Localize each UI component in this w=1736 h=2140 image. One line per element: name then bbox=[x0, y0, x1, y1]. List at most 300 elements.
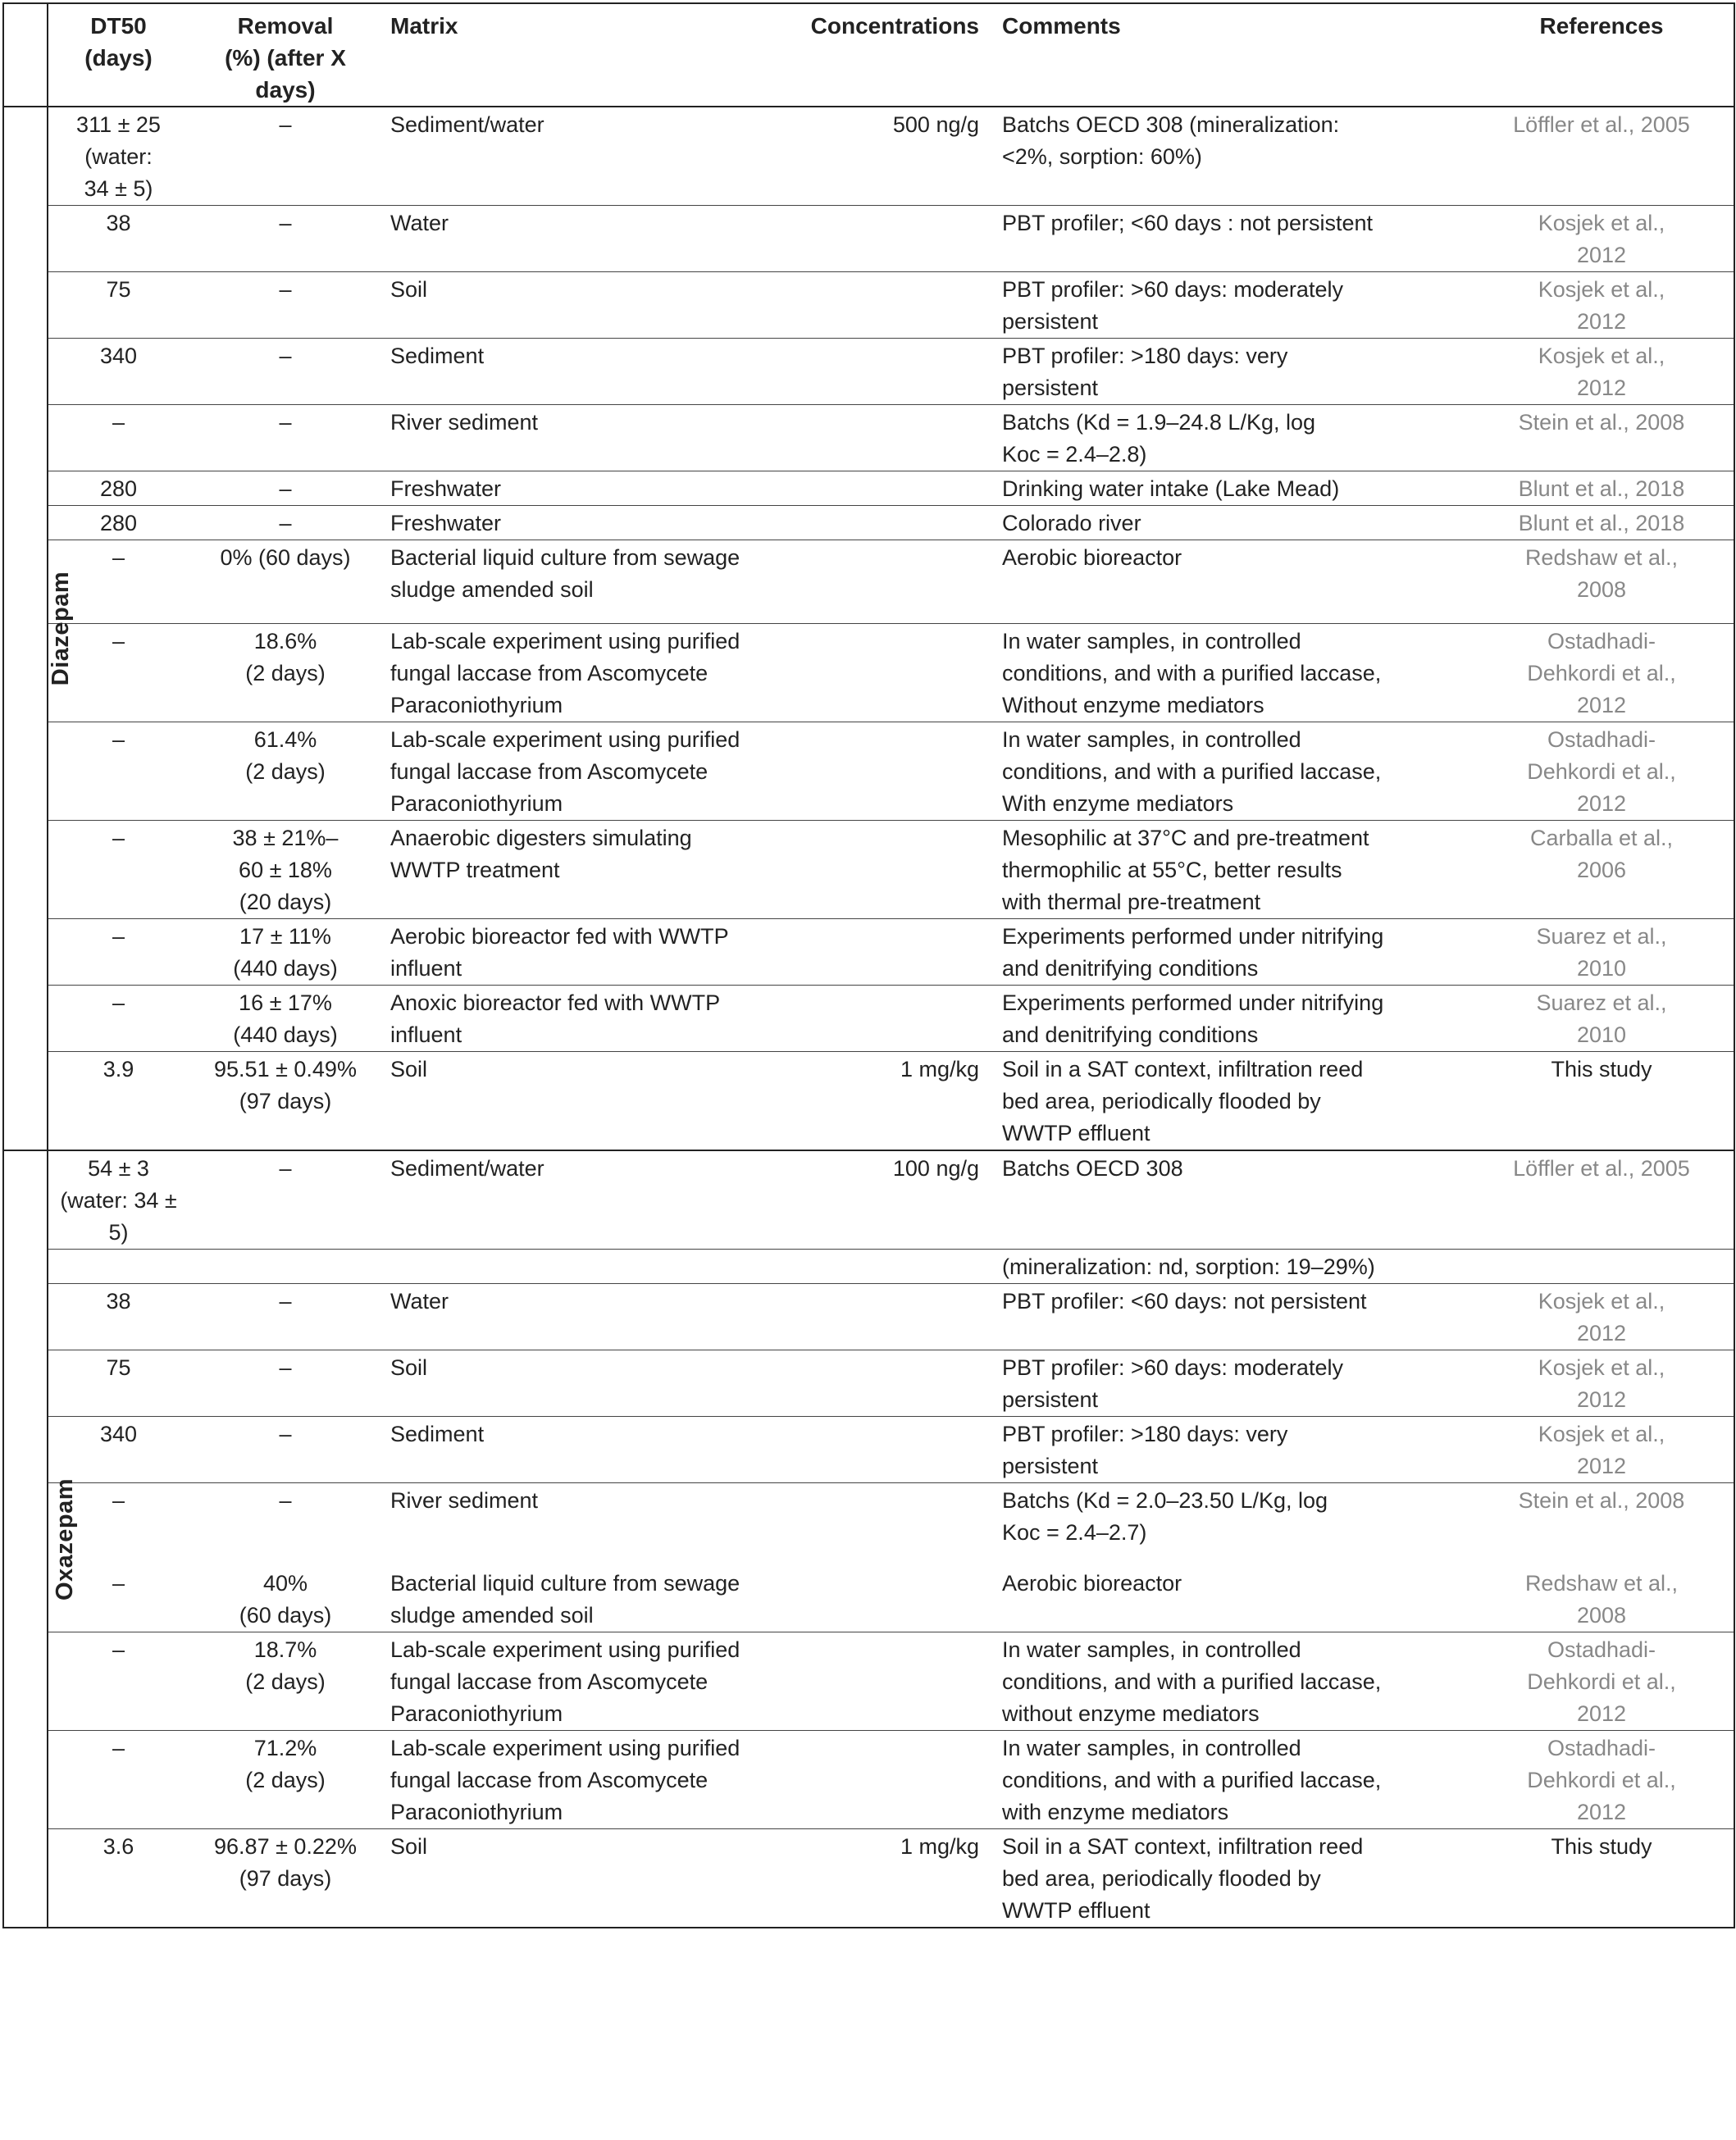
cell-matrix bbox=[382, 339, 792, 405]
cell-comments-line: In water samples, in controlled bbox=[1002, 1736, 1301, 1760]
table-row bbox=[3, 919, 1734, 986]
cell-matrix bbox=[382, 986, 792, 1052]
cell-dt50-line: (water: bbox=[84, 144, 153, 169]
header-comments: Comments bbox=[994, 3, 1469, 107]
cell-dt50-line: – bbox=[112, 727, 125, 752]
cell-removal bbox=[189, 722, 382, 821]
cell-reference-line: Ostadhadi- bbox=[1547, 1637, 1656, 1662]
cell-comments bbox=[994, 206, 1469, 272]
cell-comments bbox=[994, 1052, 1469, 1151]
cell-matrix bbox=[382, 624, 792, 722]
cell-reference-line: Redshaw et al., bbox=[1524, 1571, 1679, 1596]
cell-removal-line: 17 ± 11% bbox=[239, 924, 331, 949]
cell-removal bbox=[189, 1250, 382, 1284]
table-body bbox=[3, 107, 1734, 1928]
group-label-cell bbox=[3, 1150, 79, 1928]
cell-reference-line: Dehkordi et al., bbox=[1527, 759, 1676, 784]
cell-dt50 bbox=[48, 107, 189, 206]
header-removal: Removal (%) (after X days) bbox=[189, 3, 382, 107]
cell-reference-line: Dehkordi et al., bbox=[1527, 661, 1676, 685]
cell-concentration bbox=[792, 722, 994, 821]
cell-dt50-line: 34 ± 5) bbox=[84, 176, 153, 201]
cell-removal-line: 18.7% bbox=[253, 1637, 317, 1662]
cell-removal-line: – bbox=[279, 344, 292, 368]
cell-concentration bbox=[792, 405, 994, 471]
cell-removal-line: (60 days) bbox=[239, 1603, 332, 1628]
cell-matrix bbox=[382, 540, 792, 624]
cell-removal bbox=[189, 1284, 382, 1350]
cell-removal bbox=[189, 206, 382, 272]
cell-dt50 bbox=[48, 722, 189, 821]
cell-removal-line: – bbox=[279, 410, 292, 435]
cell-reference bbox=[1469, 540, 1734, 624]
cell-dt50 bbox=[48, 1150, 189, 1250]
cell-reference bbox=[1469, 1829, 1734, 1928]
cell-matrix-line: Lab-scale experiment using purified bbox=[390, 629, 740, 653]
cell-comments bbox=[994, 1150, 1469, 1250]
cell-dt50-line: 54 ± 3 bbox=[88, 1156, 149, 1181]
cell-removal-line: (2 days) bbox=[245, 759, 326, 784]
table-row bbox=[3, 1632, 1734, 1731]
cell-comments-line: WWTP effluent bbox=[1002, 1898, 1150, 1923]
table-row bbox=[3, 722, 1734, 821]
cell-comments-line: Mesophilic at 37°C and pre-treatment bbox=[1002, 826, 1369, 850]
cell-reference bbox=[1469, 722, 1734, 821]
data-table bbox=[2, 2, 1735, 1928]
cell-matrix-line: Anaerobic digesters simulating bbox=[390, 826, 692, 850]
cell-reference bbox=[1469, 1052, 1734, 1151]
cell-dt50 bbox=[48, 1052, 189, 1151]
cell-comments-line: Without enzyme mediators bbox=[1002, 693, 1264, 717]
cell-reference-line: Kosjek et al., bbox=[1538, 277, 1665, 302]
cell-comments-line: persistent bbox=[1002, 309, 1099, 334]
cell-comments-line: Batchs OECD 308 bbox=[1002, 1156, 1183, 1181]
cell-matrix bbox=[382, 1829, 792, 1928]
cell-comments-line: Experiments performed under nitrifying bbox=[1002, 924, 1384, 949]
cell-reference-line: 2012 bbox=[1576, 1321, 1627, 1345]
cell-removal bbox=[189, 506, 382, 540]
cell-concentration bbox=[792, 339, 994, 405]
cell-concentration bbox=[792, 1483, 994, 1567]
cell-reference bbox=[1469, 272, 1734, 339]
cell-reference-line: 2010 bbox=[1576, 1022, 1627, 1047]
cell-matrix-line: Freshwater bbox=[390, 476, 502, 501]
cell-comments bbox=[994, 1483, 1469, 1567]
cell-concentration bbox=[792, 624, 994, 722]
cell-comments-line: Batchs (Kd = 2.0–23.50 L/Kg, log bbox=[1002, 1488, 1328, 1513]
cell-reference-line: Carballa et al., bbox=[1529, 826, 1674, 850]
cell-dt50 bbox=[48, 471, 189, 506]
table-header-row bbox=[3, 3, 1734, 107]
header-dt50: DT50 (days) bbox=[48, 3, 189, 107]
cell-comments bbox=[994, 107, 1469, 206]
cell-concentration bbox=[792, 821, 994, 919]
header-references: References bbox=[1469, 3, 1734, 107]
cell-removal-line: (97 days) bbox=[239, 1089, 332, 1113]
cell-reference-line: Löffler et al., 2005 bbox=[1513, 1156, 1690, 1181]
cell-removal-line: – bbox=[279, 1355, 292, 1380]
cell-dt50-line: 3.9 bbox=[103, 1057, 134, 1081]
cell-removal bbox=[189, 1731, 382, 1829]
cell-reference-line: Redshaw et al., bbox=[1524, 545, 1679, 570]
cell-reference bbox=[1469, 405, 1734, 471]
cell-removal-line: 95.51 ± 0.49% bbox=[214, 1057, 357, 1081]
cell-comments-line: In water samples, in controlled bbox=[1002, 629, 1301, 653]
table-row bbox=[3, 1350, 1734, 1417]
cell-removal bbox=[189, 1566, 382, 1632]
cell-concentration bbox=[792, 1632, 994, 1731]
cell-removal-line: – bbox=[279, 112, 292, 137]
cell-reference bbox=[1469, 1284, 1734, 1350]
cell-dt50 bbox=[48, 272, 189, 339]
cell-matrix-line: fungal laccase from Ascomycete bbox=[390, 661, 709, 685]
cell-removal bbox=[189, 272, 382, 339]
cell-comments bbox=[994, 1829, 1469, 1928]
table-row bbox=[3, 405, 1734, 471]
cell-matrix bbox=[382, 1731, 792, 1829]
cell-dt50 bbox=[48, 405, 189, 471]
cell-reference bbox=[1469, 471, 1734, 506]
cell-reference-line: 2008 bbox=[1576, 577, 1627, 602]
cell-concentration bbox=[792, 206, 994, 272]
cell-concentration-line: 1 mg/kg bbox=[900, 1057, 979, 1081]
cell-comments bbox=[994, 1731, 1469, 1829]
cell-matrix bbox=[382, 1284, 792, 1350]
cell-comments bbox=[994, 1417, 1469, 1483]
cell-removal-line: 61.4% bbox=[253, 727, 317, 752]
cell-matrix-line: Soil bbox=[390, 1834, 428, 1859]
cell-reference-line: 2012 bbox=[1576, 1454, 1627, 1478]
cell-comments bbox=[994, 722, 1469, 821]
cell-comments bbox=[994, 272, 1469, 339]
cell-removal-line: 40% bbox=[262, 1571, 308, 1596]
cell-comments-line: PBT profiler: >60 days: moderately bbox=[1002, 277, 1343, 302]
cell-matrix bbox=[382, 206, 792, 272]
cell-dt50-line: – bbox=[112, 410, 125, 435]
cell-reference-line: 2012 bbox=[1576, 1800, 1627, 1824]
cell-dt50-line: – bbox=[112, 924, 125, 949]
cell-matrix-line: Paraconiothyrium bbox=[390, 791, 563, 816]
header-group-blank bbox=[3, 3, 48, 107]
cell-dt50-line: (water: 34 ± bbox=[60, 1188, 177, 1213]
cell-comments-line: PBT profiler: >60 days: moderately bbox=[1002, 1355, 1343, 1380]
cell-matrix-line: Lab-scale experiment using purified bbox=[390, 1637, 740, 1662]
cell-reference-line: Kosjek et al., bbox=[1538, 1355, 1665, 1380]
cell-matrix bbox=[382, 1417, 792, 1483]
cell-matrix-line: fungal laccase from Ascomycete bbox=[390, 1768, 709, 1792]
cell-reference-line: Suarez et al., bbox=[1536, 990, 1667, 1015]
cell-removal-line: 96.87 ± 0.22% bbox=[214, 1834, 357, 1859]
cell-removal bbox=[189, 624, 382, 722]
cell-concentration bbox=[792, 1250, 994, 1284]
cell-concentration-line: 1 mg/kg bbox=[900, 1834, 979, 1859]
cell-matrix-line: Bacterial liquid culture from sewage bbox=[390, 545, 740, 570]
cell-reference-line: Stein et al., 2008 bbox=[1518, 410, 1685, 435]
cell-dt50-line: 311 ± 25 bbox=[76, 112, 161, 137]
cell-comments bbox=[994, 506, 1469, 540]
cell-reference-line: 2010 bbox=[1576, 956, 1627, 981]
table-row bbox=[3, 1284, 1734, 1350]
cell-dt50-line: – bbox=[112, 629, 125, 653]
cell-concentration bbox=[792, 540, 994, 624]
cell-dt50-line: 5) bbox=[108, 1220, 129, 1245]
cell-matrix-line: fungal laccase from Ascomycete bbox=[390, 759, 709, 784]
cell-removal-line: (2 days) bbox=[245, 661, 326, 685]
cell-comments-line: persistent bbox=[1002, 1387, 1099, 1412]
cell-removal-line: 71.2% bbox=[253, 1736, 317, 1760]
cell-comments bbox=[994, 405, 1469, 471]
cell-matrix bbox=[382, 1250, 792, 1284]
cell-comments-line: persistent bbox=[1002, 376, 1099, 400]
cell-reference-line: Blunt et al., 2018 bbox=[1518, 511, 1685, 535]
cell-matrix-line: influent bbox=[390, 956, 462, 981]
cell-matrix-line: Sediment/water bbox=[390, 112, 544, 137]
cell-reference bbox=[1469, 919, 1734, 986]
cell-removal-line: – bbox=[279, 1422, 292, 1446]
cell-removal-line: (2 days) bbox=[245, 1669, 326, 1694]
cell-removal-line: 60 ± 18% bbox=[239, 858, 332, 882]
cell-reference bbox=[1469, 821, 1734, 919]
cell-dt50 bbox=[48, 986, 189, 1052]
cell-comments-line: conditions, and with a purified laccase, bbox=[1002, 759, 1382, 784]
cell-removal-line: – bbox=[279, 1488, 292, 1513]
cell-dt50 bbox=[48, 1829, 189, 1928]
cell-reference-line: 2012 bbox=[1576, 693, 1627, 717]
cell-dt50 bbox=[48, 206, 189, 272]
cell-dt50 bbox=[48, 1350, 189, 1417]
group-label-cell bbox=[3, 107, 75, 1150]
table-row bbox=[3, 1052, 1734, 1151]
cell-dt50-line: 340 bbox=[99, 344, 138, 368]
cell-matrix-line: Water bbox=[390, 211, 449, 235]
cell-concentration bbox=[792, 1284, 994, 1350]
cell-removal bbox=[189, 1150, 382, 1250]
table-row bbox=[3, 1731, 1734, 1829]
table-row bbox=[3, 1483, 1734, 1567]
cell-matrix bbox=[382, 1150, 792, 1250]
cell-comments-line: <2%, sorption: 60%) bbox=[1002, 144, 1202, 169]
cell-matrix-line: Soil bbox=[390, 1057, 428, 1081]
cell-reference-line: This study bbox=[1551, 1057, 1652, 1081]
cell-reference-line: 2012 bbox=[1576, 1387, 1627, 1412]
cell-matrix-line: sludge amended soil bbox=[390, 1603, 594, 1628]
cell-reference bbox=[1469, 339, 1734, 405]
cell-comments-line: thermophilic at 55°C, better results bbox=[1002, 858, 1342, 882]
cell-removal-line: – bbox=[279, 476, 292, 501]
cell-concentration bbox=[792, 919, 994, 986]
cell-matrix bbox=[382, 1632, 792, 1731]
cell-matrix bbox=[382, 272, 792, 339]
cell-comments-line: Colorado river bbox=[1002, 511, 1141, 535]
cell-comments bbox=[994, 1350, 1469, 1417]
cell-matrix-line: WWTP treatment bbox=[390, 858, 560, 882]
table-row bbox=[3, 540, 1734, 624]
cell-matrix bbox=[382, 1052, 792, 1151]
cell-dt50 bbox=[48, 1632, 189, 1731]
cell-reference bbox=[1469, 624, 1734, 722]
cell-comments bbox=[994, 624, 1469, 722]
cell-reference bbox=[1469, 1350, 1734, 1417]
cell-concentration bbox=[792, 1566, 994, 1632]
cell-comments-line: In water samples, in controlled bbox=[1002, 1637, 1301, 1662]
cell-dt50-line: – bbox=[112, 545, 125, 570]
cell-comments bbox=[994, 339, 1469, 405]
cell-reference-line: 2012 bbox=[1576, 791, 1627, 816]
cell-matrix-line: River sediment bbox=[390, 1488, 539, 1513]
cell-comments bbox=[994, 471, 1469, 506]
cell-comments-line: PBT profiler; <60 days : not persistent bbox=[1002, 211, 1373, 235]
cell-concentration bbox=[792, 1731, 994, 1829]
cell-matrix bbox=[382, 471, 792, 506]
cell-dt50 bbox=[48, 339, 189, 405]
cell-removal-line: (440 days) bbox=[233, 1022, 338, 1047]
cell-reference-line: Dehkordi et al., bbox=[1527, 1768, 1676, 1792]
cell-removal bbox=[189, 405, 382, 471]
cell-matrix-line: Sediment/water bbox=[390, 1156, 544, 1181]
cell-removal bbox=[189, 471, 382, 506]
cell-comments bbox=[994, 540, 1469, 624]
cell-dt50-line: 38 bbox=[106, 1289, 131, 1314]
cell-matrix-line: Freshwater bbox=[390, 511, 502, 535]
cell-comments-line: Batchs (Kd = 1.9–24.8 L/Kg, log bbox=[1002, 410, 1316, 435]
cell-comments-line: Experiments performed under nitrifying bbox=[1002, 990, 1384, 1015]
cell-reference-line: Kosjek et al., bbox=[1538, 344, 1665, 368]
cell-matrix-line: Paraconiothyrium bbox=[390, 1701, 563, 1726]
cell-matrix-line: Water bbox=[390, 1289, 449, 1314]
cell-reference-line: Blunt et al., 2018 bbox=[1518, 476, 1685, 501]
cell-reference-line: Dehkordi et al., bbox=[1527, 1669, 1676, 1694]
cell-comments-line: conditions, and with a purified laccase, bbox=[1002, 1669, 1382, 1694]
cell-concentration bbox=[792, 986, 994, 1052]
cell-matrix-line: fungal laccase from Ascomycete bbox=[390, 1669, 709, 1694]
cell-reference bbox=[1469, 1483, 1734, 1567]
cell-dt50-line: – bbox=[112, 1571, 125, 1596]
cell-comments bbox=[994, 821, 1469, 919]
table-row bbox=[3, 821, 1734, 919]
cell-matrix bbox=[382, 1566, 792, 1632]
cell-comments-line: with thermal pre-treatment bbox=[1002, 890, 1261, 914]
cell-dt50-line: – bbox=[112, 1488, 125, 1513]
cell-comments bbox=[994, 919, 1469, 986]
cell-matrix bbox=[382, 1483, 792, 1567]
cell-removal bbox=[189, 107, 382, 206]
cell-matrix bbox=[382, 919, 792, 986]
cell-reference bbox=[1469, 1250, 1734, 1284]
table-row bbox=[3, 986, 1734, 1052]
cell-comments-line: Soil in a SAT context, infiltration reed bbox=[1002, 1834, 1364, 1859]
cell-comments-line: and denitrifying conditions bbox=[1002, 1022, 1259, 1047]
cell-comments bbox=[994, 1284, 1469, 1350]
cell-concentration-line: 100 ng/g bbox=[892, 1156, 979, 1181]
cell-concentration bbox=[792, 506, 994, 540]
cell-comments bbox=[994, 1632, 1469, 1731]
cell-reference-line: Ostadhadi- bbox=[1547, 727, 1656, 752]
cell-dt50-line: – bbox=[112, 1637, 125, 1662]
cell-dt50-line: – bbox=[112, 1736, 125, 1760]
cell-removal-line: (97 days) bbox=[239, 1866, 332, 1891]
cell-reference bbox=[1469, 1566, 1734, 1632]
cell-dt50 bbox=[48, 1284, 189, 1350]
cell-reference bbox=[1469, 986, 1734, 1052]
cell-matrix-line: Lab-scale experiment using purified bbox=[390, 727, 740, 752]
cell-removal-line: – bbox=[279, 1289, 292, 1314]
cell-removal-line: (440 days) bbox=[233, 956, 338, 981]
cell-removal-line: 18.6% bbox=[253, 629, 317, 653]
cell-reference-line: 2012 bbox=[1576, 1701, 1627, 1726]
table-row bbox=[3, 471, 1734, 506]
cell-comments-line: bed area, periodically flooded by bbox=[1002, 1089, 1321, 1113]
cell-dt50-line: 38 bbox=[106, 211, 131, 235]
cell-comments-line: persistent bbox=[1002, 1454, 1099, 1478]
cell-comments-line: PBT profiler: >180 days: very bbox=[1002, 344, 1288, 368]
cell-reference-line: Kosjek et al., bbox=[1538, 211, 1665, 235]
cell-comments bbox=[994, 1566, 1469, 1632]
cell-removal bbox=[189, 919, 382, 986]
cell-comments-line: In water samples, in controlled bbox=[1002, 727, 1301, 752]
cell-removal-line: – bbox=[279, 1156, 292, 1181]
cell-matrix-line: Sediment bbox=[390, 1422, 485, 1446]
table-row bbox=[3, 506, 1734, 540]
cell-comments-line: (mineralization: nd, sorption: 19–29%) bbox=[1002, 1254, 1375, 1279]
cell-reference-line: Suarez et al., bbox=[1536, 924, 1667, 949]
cell-dt50-line: 340 bbox=[99, 1422, 138, 1446]
cell-matrix bbox=[382, 405, 792, 471]
cell-dt50 bbox=[48, 1250, 189, 1284]
cell-matrix bbox=[382, 821, 792, 919]
cell-reference-line: Löffler et al., 2005 bbox=[1513, 112, 1690, 137]
cell-matrix-line: Sediment bbox=[390, 344, 485, 368]
table-row bbox=[3, 206, 1734, 272]
cell-reference-line: Kosjek et al., bbox=[1538, 1422, 1665, 1446]
cell-reference bbox=[1469, 1632, 1734, 1731]
cell-reference bbox=[1469, 506, 1734, 540]
cell-comments-line: WWTP effluent bbox=[1002, 1121, 1150, 1145]
table-row bbox=[3, 107, 1734, 206]
cell-removal bbox=[189, 1632, 382, 1731]
cell-concentration bbox=[792, 1417, 994, 1483]
cell-removal bbox=[189, 1829, 382, 1928]
cell-reference bbox=[1469, 1150, 1734, 1250]
cell-comments-line: PBT profiler: <60 days: not persistent bbox=[1002, 1289, 1367, 1314]
cell-dt50 bbox=[48, 919, 189, 986]
cell-comments-line: and denitrifying conditions bbox=[1002, 956, 1259, 981]
cell-comments-line: Koc = 2.4–2.7) bbox=[1002, 1520, 1147, 1545]
cell-matrix bbox=[382, 1350, 792, 1417]
cell-dt50-line: 75 bbox=[106, 1355, 131, 1380]
cell-reference bbox=[1469, 1731, 1734, 1829]
cell-removal-line: – bbox=[279, 277, 292, 302]
cell-dt50 bbox=[48, 1417, 189, 1483]
cell-comments-line: PBT profiler: >180 days: very bbox=[1002, 1422, 1288, 1446]
cell-matrix bbox=[382, 722, 792, 821]
cell-matrix-line: Anoxic bioreactor fed with WWTP bbox=[390, 990, 721, 1015]
cell-dt50-line: 280 bbox=[99, 476, 138, 501]
cell-removal-line: 16 ± 17% bbox=[239, 990, 332, 1015]
cell-matrix-line: Soil bbox=[390, 277, 428, 302]
cell-matrix-line: Paraconiothyrium bbox=[390, 693, 563, 717]
cell-comments-line: Soil in a SAT context, infiltration reed bbox=[1002, 1057, 1364, 1081]
cell-removal bbox=[189, 339, 382, 405]
table-row bbox=[3, 339, 1734, 405]
cell-comments-line: without enzyme mediators bbox=[1002, 1701, 1260, 1726]
cell-concentration bbox=[792, 1350, 994, 1417]
table-row bbox=[3, 272, 1734, 339]
cell-removal-line: 0% (60 days) bbox=[220, 545, 351, 570]
table-row bbox=[3, 1417, 1734, 1483]
cell-dt50-line: – bbox=[112, 826, 125, 850]
cell-dt50 bbox=[48, 821, 189, 919]
cell-reference-line: This study bbox=[1551, 1834, 1652, 1859]
